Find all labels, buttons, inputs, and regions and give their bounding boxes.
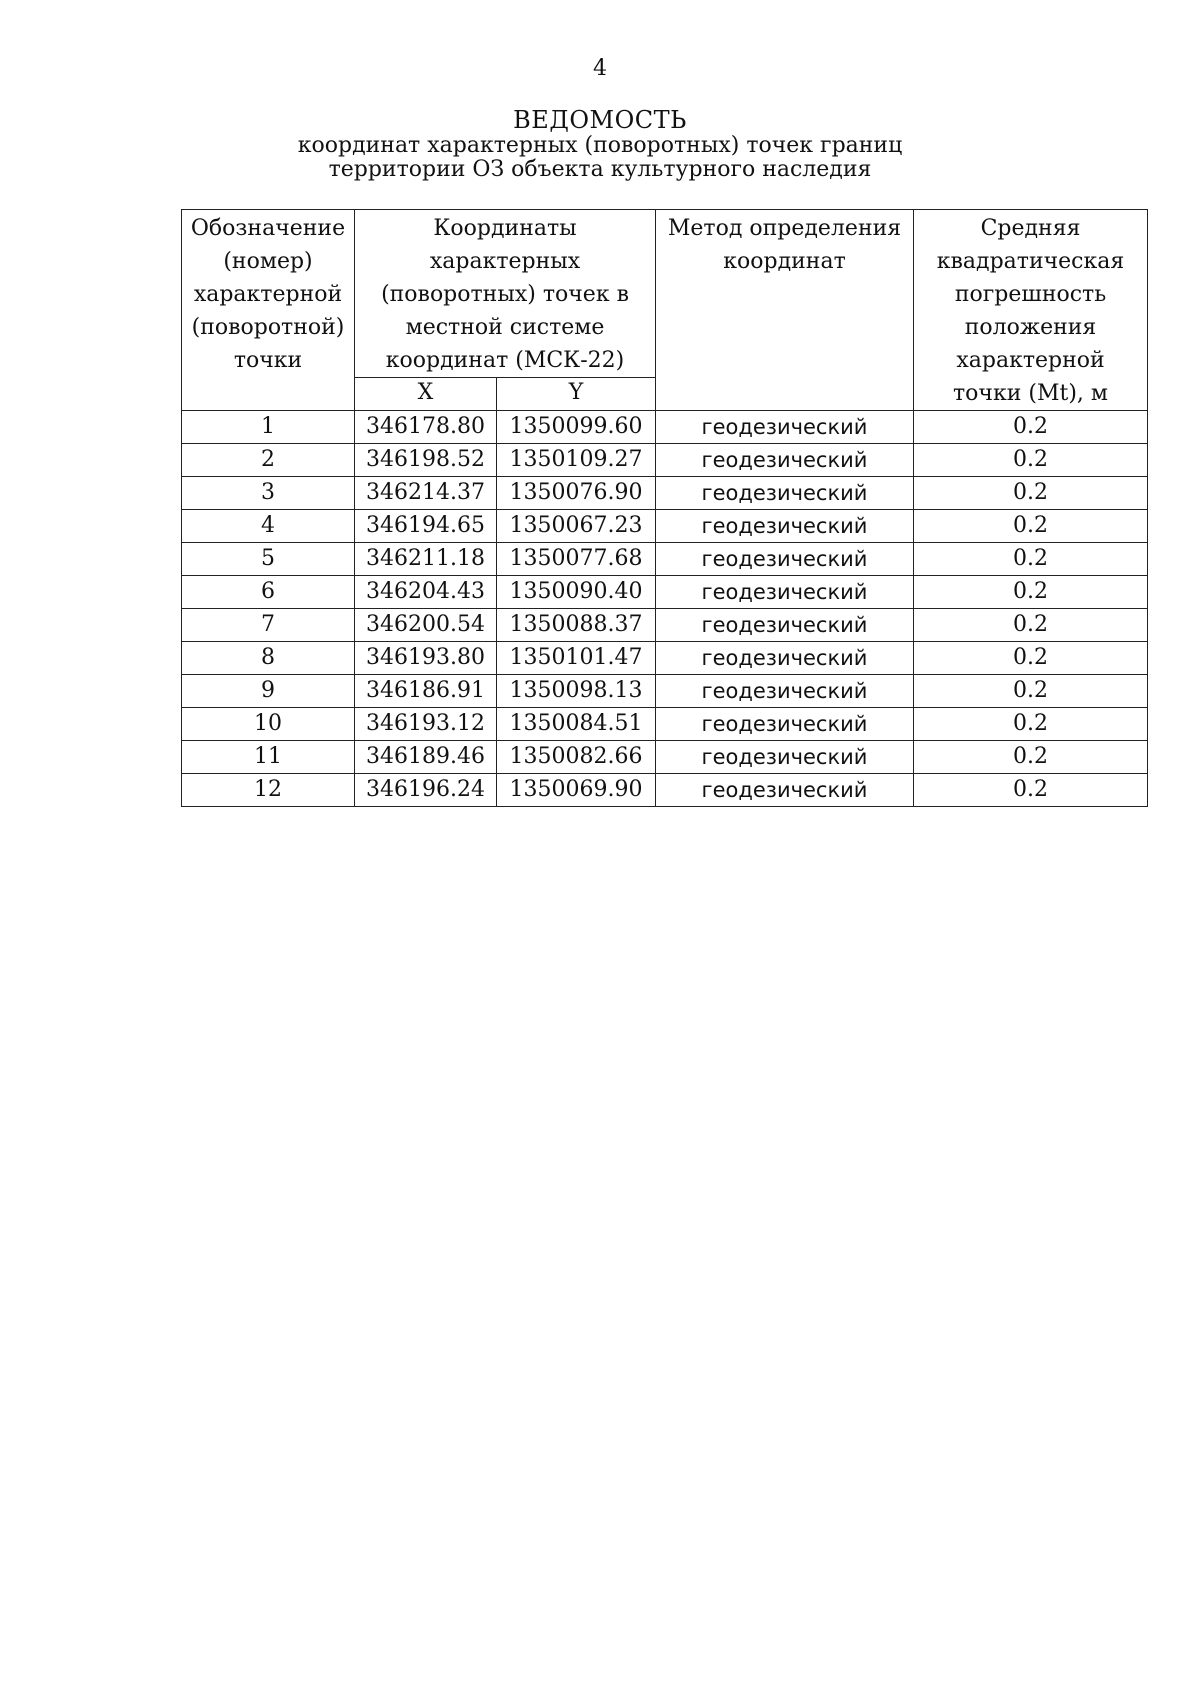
- header-method-line: координат: [723, 249, 846, 274]
- cell-point-number: 12: [182, 774, 355, 807]
- header-designation-line: (номер): [223, 249, 313, 274]
- table-header: [182, 210, 1148, 411]
- header-error-line: точки (Mt), м: [953, 381, 1109, 406]
- cell-error: 0.2: [914, 477, 1148, 510]
- cell-x: 346193.12: [355, 708, 497, 741]
- header-coordinates-line: местной системе: [405, 315, 605, 340]
- header-designation-line: (поворотной): [191, 315, 345, 340]
- cell-y: 1350077.68: [497, 543, 656, 576]
- cell-error: 0.2: [914, 642, 1148, 675]
- cell-error: 0.2: [914, 774, 1148, 807]
- cell-x: 346194.65: [355, 510, 497, 543]
- page-number: 4: [593, 56, 607, 81]
- cell-x: 346214.37: [355, 477, 497, 510]
- table-row: [182, 444, 1148, 477]
- cell-x: 346198.52: [355, 444, 497, 477]
- cell-y: 1350067.23: [497, 510, 656, 543]
- header-designation: [182, 210, 355, 411]
- header-error-line: характерной: [956, 348, 1105, 373]
- table-row: [182, 609, 1148, 642]
- header-coordinates-line: Координаты: [433, 216, 577, 241]
- cell-x: 346178.80: [355, 411, 497, 444]
- header-coordinates-line: координат (МСК-22): [385, 348, 625, 373]
- cell-error: 0.2: [914, 609, 1148, 642]
- coordinates-table: [181, 209, 1148, 807]
- cell-method: геодезический: [656, 477, 914, 510]
- cell-y: 1350082.66: [497, 741, 656, 774]
- cell-y: 1350069.90: [497, 774, 656, 807]
- table-row: [182, 510, 1148, 543]
- cell-point-number: 11: [182, 741, 355, 774]
- header-error-line: погрешность: [954, 282, 1107, 307]
- cell-point-number: 6: [182, 576, 355, 609]
- cell-y: 1350088.37: [497, 609, 656, 642]
- cell-x: 346186.91: [355, 675, 497, 708]
- cell-y: 1350099.60: [497, 411, 656, 444]
- table-row: [182, 708, 1148, 741]
- cell-point-number: 1: [182, 411, 355, 444]
- document-title: ВЕДОМОСТЬ: [513, 106, 687, 134]
- cell-method: геодезический: [656, 642, 914, 675]
- table-row: [182, 774, 1148, 807]
- table-row: [182, 477, 1148, 510]
- table-row: [182, 576, 1148, 609]
- cell-method: геодезический: [656, 543, 914, 576]
- cell-method: геодезический: [656, 741, 914, 774]
- cell-x: 346193.80: [355, 642, 497, 675]
- cell-point-number: 7: [182, 609, 355, 642]
- cell-y: 1350090.40: [497, 576, 656, 609]
- cell-point-number: 2: [182, 444, 355, 477]
- cell-point-number: 5: [182, 543, 355, 576]
- cell-point-number: 8: [182, 642, 355, 675]
- cell-method: геодезический: [656, 609, 914, 642]
- cell-error: 0.2: [914, 708, 1148, 741]
- cell-error: 0.2: [914, 510, 1148, 543]
- cell-point-number: 9: [182, 675, 355, 708]
- table-row: [182, 411, 1148, 444]
- header-error-line: Средняя: [980, 216, 1081, 241]
- cell-point-number: 4: [182, 510, 355, 543]
- cell-y: 1350084.51: [497, 708, 656, 741]
- cell-x: 346189.46: [355, 741, 497, 774]
- cell-method: геодезический: [656, 576, 914, 609]
- cell-x: 346204.43: [355, 576, 497, 609]
- cell-method: геодезический: [656, 708, 914, 741]
- table-row: [182, 543, 1148, 576]
- header-coordinates-line: характерных: [429, 249, 581, 274]
- cell-y: 1350098.13: [497, 675, 656, 708]
- cell-y: 1350076.90: [497, 477, 656, 510]
- cell-point-number: 3: [182, 477, 355, 510]
- cell-error: 0.2: [914, 675, 1148, 708]
- header-coordinates: [355, 210, 656, 378]
- cell-error: 0.2: [914, 576, 1148, 609]
- document-subtitle-line-1: координат характерных (поворотных) точек границ: [297, 133, 903, 158]
- table-body: [182, 411, 1148, 807]
- header-designation-line: Обозначение: [190, 216, 346, 241]
- header-method-line: Метод определения: [667, 216, 902, 241]
- cell-x: 346200.54: [355, 609, 497, 642]
- header-method: [656, 210, 914, 411]
- table-row: [182, 741, 1148, 774]
- cell-x: 346196.24: [355, 774, 497, 807]
- cell-method: геодезический: [656, 411, 914, 444]
- header-error-line: положения: [964, 315, 1097, 340]
- cell-method: геодезический: [656, 510, 914, 543]
- header-y: Y: [497, 378, 656, 411]
- table-row: [182, 642, 1148, 675]
- header-coordinates-line: (поворотных) точек в: [381, 282, 629, 307]
- cell-error: 0.2: [914, 444, 1148, 477]
- table-row: [182, 675, 1148, 708]
- cell-error: 0.2: [914, 741, 1148, 774]
- cell-y: 1350101.47: [497, 642, 656, 675]
- header-error-line: квадратическая: [936, 249, 1125, 274]
- header-error: [914, 210, 1148, 411]
- cell-error: 0.2: [914, 543, 1148, 576]
- cell-method: геодезический: [656, 675, 914, 708]
- header-designation-line: точки: [233, 348, 303, 373]
- document-subtitle-line-2: территории ОЗ объекта культурного наследия: [328, 157, 872, 182]
- cell-x: 346211.18: [355, 543, 497, 576]
- cell-method: геодезический: [656, 774, 914, 807]
- cell-method: геодезический: [656, 444, 914, 477]
- cell-error: 0.2: [914, 411, 1148, 444]
- cell-y: 1350109.27: [497, 444, 656, 477]
- cell-point-number: 10: [182, 708, 355, 741]
- header-x: X: [355, 378, 497, 411]
- header-designation-line: характерной: [193, 282, 343, 307]
